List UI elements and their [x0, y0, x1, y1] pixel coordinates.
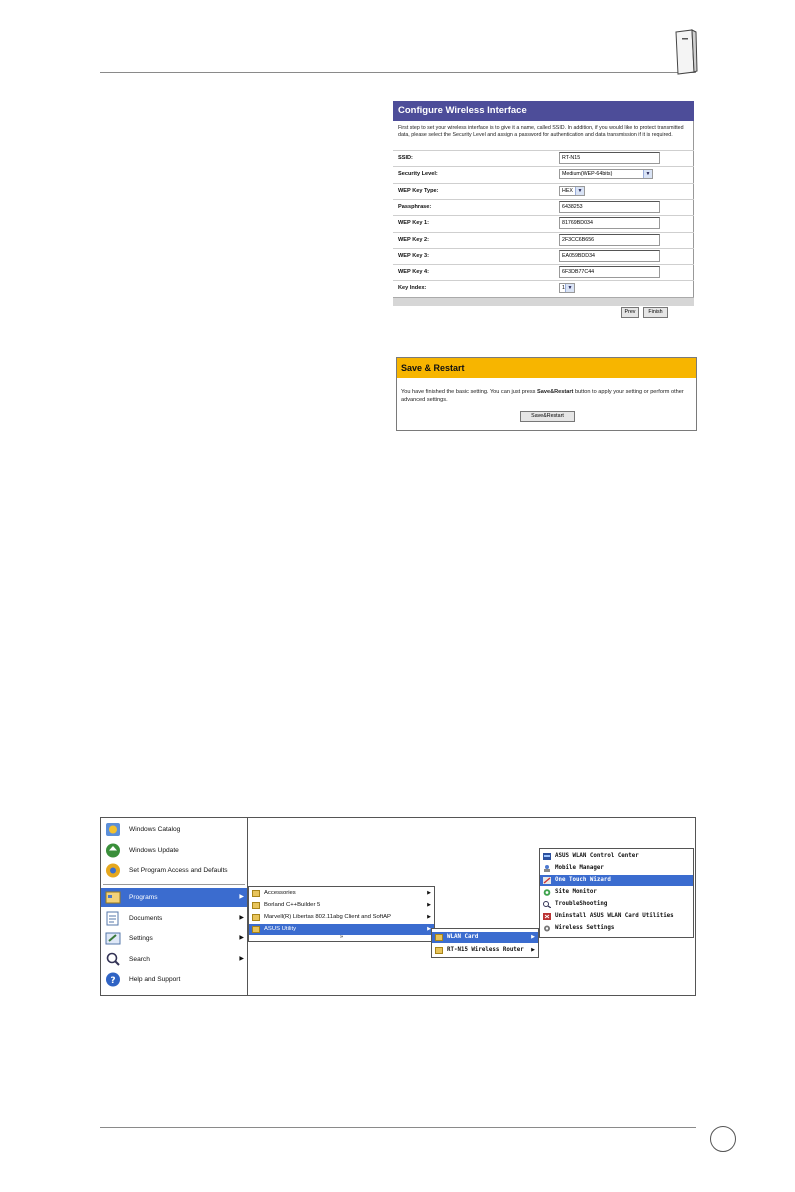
header-rule [100, 72, 696, 73]
uninstall-icon [543, 913, 551, 920]
submenu-item-site-monitor[interactable]: Site Monitor [540, 887, 693, 898]
submenu-item-wireless-settings[interactable]: Wireless Settings [540, 923, 693, 934]
form-label: WEP Key Type: [398, 187, 439, 194]
programs-icon [104, 889, 122, 906]
wlan-card-submenu [539, 848, 694, 938]
program-folder-icon [252, 914, 260, 921]
site-monitor-icon [543, 889, 551, 896]
form-row [393, 248, 694, 264]
form-input[interactable]: EA059BDD34 [559, 250, 660, 262]
form-row [393, 183, 694, 199]
submenu-item-one-touch-wizard[interactable]: One Touch Wizard [540, 875, 693, 886]
footer-rule [100, 1127, 696, 1128]
wireless-settings-icon [543, 925, 551, 932]
router-device-icon [670, 28, 698, 76]
form-input[interactable]: 6438253 [559, 201, 660, 213]
windows-catalog-icon [104, 821, 122, 838]
save-panel-text: You have finished the basic setting. You can just press Save&Restart button to apply your setting or perform other advanced settings. [401, 389, 684, 403]
start-menu-screenshot [100, 817, 696, 996]
settings-icon [104, 930, 122, 947]
svg-text:?: ? [110, 976, 116, 986]
form-row [393, 280, 694, 296]
page-number-circle [710, 1126, 736, 1152]
menu-item-help-and-support[interactable]: ? Help and Support [101, 970, 247, 989]
documents-icon [104, 910, 122, 927]
form-input[interactable]: RT-N15 [559, 152, 660, 164]
config-panel-title: Configure Wireless Interface [393, 101, 694, 121]
save-restart-panel [396, 357, 697, 431]
submenu-item-marvell[interactable]: Marvell(R) Libertas 802.11abg Client and SoftAP ▶ [249, 912, 434, 923]
form-row [393, 150, 694, 166]
form-input[interactable]: 6F3DB77C44 [559, 266, 660, 278]
windows-update-icon [104, 842, 122, 859]
form-label: WEP Key 4: [398, 269, 429, 276]
menu-item-set-program-access[interactable]: Set Program Access and Defaults [101, 861, 247, 880]
config-panel-footer [393, 297, 694, 319]
mobile-manager-icon [543, 865, 551, 872]
help-icon [104, 971, 122, 988]
prev-button[interactable]: Prev [621, 307, 639, 318]
form-row [393, 166, 694, 182]
submenu-item-wlan-control-center[interactable]: ASUS WLAN Control Center [540, 851, 693, 862]
menu-item-programs[interactable]: Programs ▶ [101, 888, 247, 907]
chevron-down-icon[interactable]: ▼ [643, 170, 652, 178]
program-access-icon [104, 862, 122, 879]
save-restart-button[interactable]: Save&Restart [520, 411, 575, 422]
form-label: WEP Key 2: [398, 236, 429, 243]
submenu-item-troubleshooting[interactable]: TroubleShooting [540, 899, 693, 910]
finish-button[interactable]: Finish [643, 307, 668, 318]
search-icon [104, 951, 122, 968]
wizard-icon [543, 877, 551, 884]
submenu-item-wlan-card[interactable]: WLAN Card ▶ [432, 932, 538, 943]
programs-submenu [248, 886, 435, 942]
chevron-down-icon[interactable]: ▼ [575, 187, 584, 195]
form-row [393, 199, 694, 215]
form-label: Passphrase: [398, 203, 432, 210]
form-row [393, 264, 694, 280]
form-row [393, 215, 694, 231]
form-input[interactable]: 2F3CC6B656 [559, 234, 660, 246]
form-row [393, 232, 694, 248]
program-folder-icon [435, 934, 443, 941]
troubleshooting-icon [543, 901, 551, 908]
submenu-item-rt-n15[interactable]: RT-N15 Wireless Router ▶ [432, 945, 538, 956]
menu-item-windows-update[interactable]: Windows Update [101, 841, 247, 860]
configure-wireless-panel [393, 101, 694, 320]
menu-item-search[interactable]: Search ▶ [101, 950, 247, 969]
asus-utility-submenu [431, 928, 539, 958]
form-select[interactable]: HEX ▼ [559, 186, 585, 196]
menu-item-documents[interactable]: Documents ▶ [101, 909, 247, 928]
form-label: WEP Key 1: [398, 220, 429, 227]
submenu-item-borland[interactable]: Borland C++Builder 5 ▶ [249, 900, 434, 911]
menu-item-windows-catalog[interactable]: Windows Catalog [101, 820, 247, 839]
form-label: Key Index: [398, 285, 427, 292]
form-label: SSID: [398, 155, 413, 161]
chevron-down-icon[interactable]: ▼ [565, 284, 574, 292]
program-folder-icon [435, 947, 443, 954]
form-label: WEP Key 3: [398, 252, 429, 259]
program-folder-icon [252, 890, 260, 897]
submenu-item-uninstall[interactable]: Uninstall ASUS WLAN Card Utilities [540, 911, 693, 922]
config-panel-description: First step to set your wireless interface is to give it a name, called SSID. In addition, if you would like to protect transmitted data, please select the Security Level and assign a password for authentication and data transmission if it is required. [398, 125, 684, 139]
form-label: Security Level: [398, 171, 438, 178]
form-input[interactable]: 81769BD034 [559, 217, 660, 229]
program-folder-icon [252, 902, 260, 909]
control-center-icon [543, 853, 551, 860]
submenu-item-mobile-manager[interactable]: Mobile Manager [540, 863, 693, 874]
menu-item-settings[interactable]: Settings ▶ [101, 929, 247, 948]
save-panel-title: Save & Restart [397, 358, 696, 378]
submenu-item-accessories[interactable]: Accessories ▶ [249, 888, 434, 899]
form-select[interactable]: 1 ▼ [559, 283, 575, 293]
expand-more-button[interactable]: » [339, 934, 344, 940]
form-select[interactable]: Medium(WEP-64bits) ▼ [559, 169, 653, 179]
submenu-item-asus-utility[interactable]: ASUS Utility ▶ [249, 924, 434, 935]
